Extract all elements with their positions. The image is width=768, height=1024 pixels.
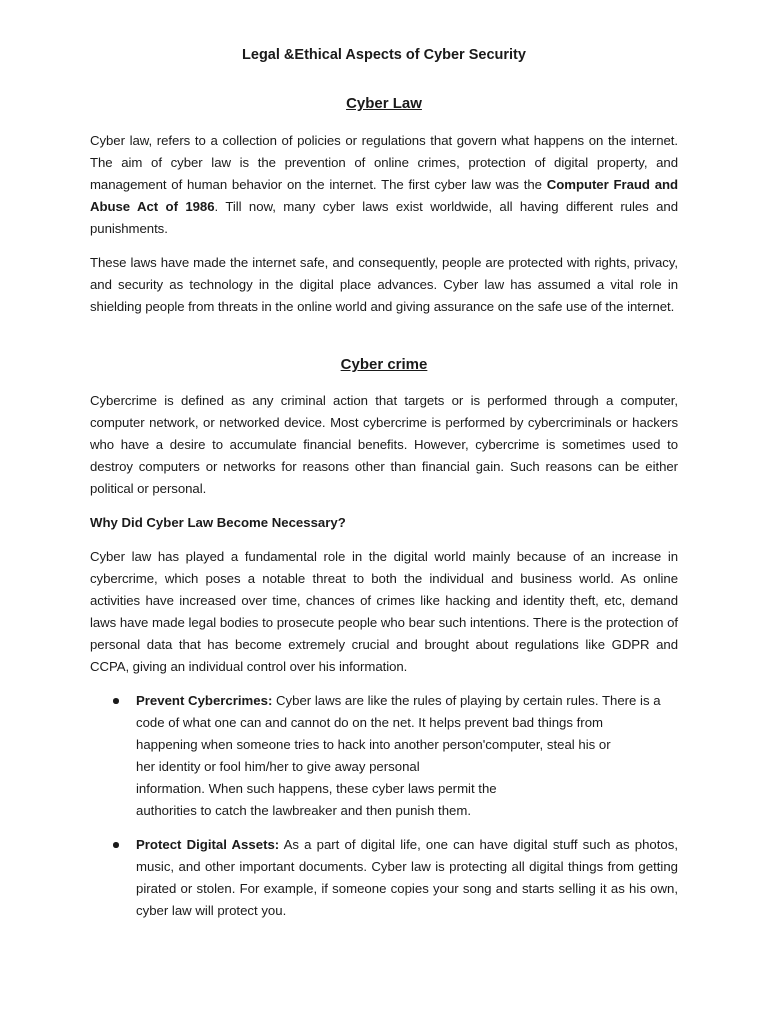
bullet-marker	[113, 698, 119, 704]
bullet-marker	[113, 842, 119, 848]
paragraph-text: Cyber law, refers to a collection of policies or regulations that govern what happens on the internet. The aim of cyber law is the prevention of online crimes, protection of digital property, and management of human behavior on the internet. The first cyber law was the	[90, 133, 678, 192]
paragraph-cybercrime-definition: Cybercrime is defined as any criminal action that targets or is performed through a computer, computer network, or networked device. Most cybercrime is performed by cybercriminals or hackers who have a desire to accumulate financial benefits. However, cybercrime is sometimes used to destroy computers or networks for reasons other than financial gain. Such reasons can be either political or personal.	[90, 393, 678, 496]
bullet-line: Cyber laws are like the rules of playing by certain rules. There is a	[272, 693, 661, 708]
subheading-why-necessary: Why Did Cyber Law Become Necessary?	[90, 515, 346, 530]
bullet-label: Protect Digital Assets:	[136, 837, 280, 852]
paragraph-cyber-law-importance: These laws have made the internet safe, and consequently, people are protected with rights, privacy, and security as technology in the digital place advances. Cyber law has assumed a vital role in shielding people from threats in the online world and giving assurance on the safe use of the internet.	[90, 255, 678, 314]
bullet-text	[136, 690, 678, 821]
paragraph-cyber-law-definition	[90, 130, 678, 240]
paragraph-text: . Till now, many cyber laws exist worldwide, all having different rules and punishments.	[90, 198, 678, 236]
act-name-bold: Computer Fraud and Abuse Act of 1986	[90, 176, 679, 214]
bullet-body: As a part of digital life, one can have digital stuff such as photos, music, and other important documents. Cyber law is protecting all digital things from getting pirated or stolen. For example, if someone copies your song and starts selling it as his own, cyber law will protect you.	[136, 837, 678, 918]
heading-cyber-crime: Cyber crime	[340, 356, 428, 373]
bullet-line: code of what one can and cannot do on the net. It helps prevent bad things from	[136, 714, 604, 730]
bullet-line: her identity or fool him/her to give away personal	[136, 758, 420, 774]
bullet-text	[136, 834, 678, 922]
heading-cyber-law: Cyber Law	[346, 95, 422, 112]
bullet-line: happening when someone tries to hack into another person'computer, steal his or	[136, 736, 611, 752]
bullet-line: information. When such happens, these cyber laws permit the	[136, 780, 497, 796]
paragraph-why-necessary: Cyber law has played a fundamental role in the digital world mainly because of an increase in cybercrime, which poses a notable threat to both the individual and business world. As online activities have increased over time, chances of crimes like hacking and identity theft, etc, demand laws have made legal bodies to prosecute people who bear such intentions. There is the protection of personal data that has become extremely crucial and brought about regulations like GDPR and CCPA, giving an individual control over his information.	[90, 549, 678, 674]
document-title: Legal &Ethical Aspects of Cyber Security	[242, 47, 526, 63]
bullet-line: authorities to catch the lawbreaker and then punish them.	[136, 802, 472, 818]
bullet-label: Prevent Cybercrimes:	[136, 693, 273, 708]
